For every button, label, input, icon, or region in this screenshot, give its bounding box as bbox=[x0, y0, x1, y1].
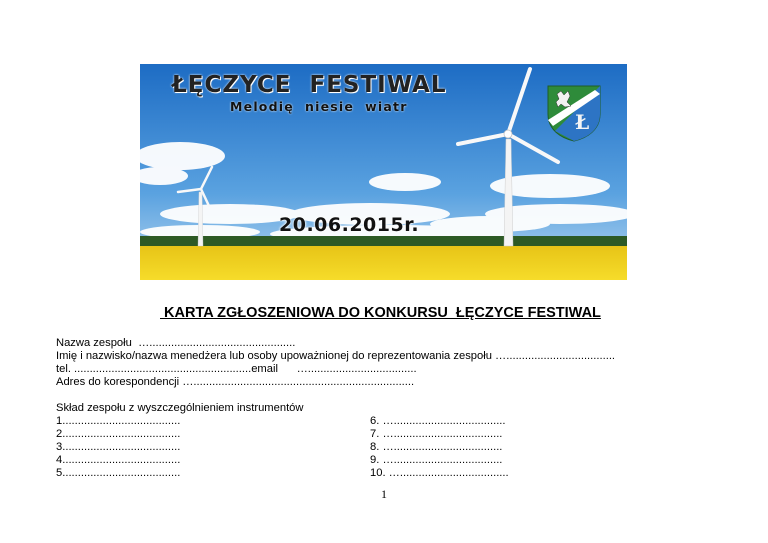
phone-email-field[interactable]: tel. .........................................................email …................................... bbox=[56, 363, 417, 375]
member-field[interactable]: 9. …................................... bbox=[370, 454, 503, 466]
tree-line bbox=[140, 236, 627, 246]
banner-date: 20.06.2015r. bbox=[279, 214, 420, 236]
banner-subtitle: Melodię niesie wiatr bbox=[230, 99, 408, 114]
member-field[interactable]: 4...................................... bbox=[56, 454, 181, 466]
manager-name-field[interactable]: Imię i nazwisko/nazwa menedżera lub osoby upoważnionej do reprezentowania zespołu …................................... bbox=[56, 350, 616, 362]
address-field[interactable]: Adres do korespondencji …....................................................................... bbox=[56, 376, 415, 388]
member-field[interactable]: 1...................................... bbox=[56, 415, 181, 427]
banner-title: ŁĘCZYCE FESTIWAL bbox=[172, 72, 447, 98]
svg-text:Ł: Ł bbox=[575, 110, 590, 134]
rapeseed-field bbox=[140, 246, 627, 280]
member-field[interactable]: 10. …................................... bbox=[370, 467, 509, 479]
page-number: 1 bbox=[381, 487, 387, 501]
member-field[interactable]: 7. …................................... bbox=[370, 428, 503, 440]
member-field[interactable]: 2...................................... bbox=[56, 428, 181, 440]
coat-of-arms-icon bbox=[545, 84, 603, 142]
band-name-field[interactable]: Nazwa zespołu …............................................... bbox=[56, 337, 296, 349]
member-field[interactable]: 3...................................... bbox=[56, 441, 181, 453]
member-field[interactable]: 8. …................................... bbox=[370, 441, 503, 453]
member-field[interactable]: 5...................................... bbox=[56, 467, 181, 479]
member-field[interactable]: 6. ….................................... bbox=[370, 415, 506, 427]
members-label: Skład zespołu z wyszczególnieniem instrumentów bbox=[56, 402, 304, 414]
form-heading: KARTA ZGŁOSZENIOWA DO KONKURSU ŁĘCZYCE FESTIWAL bbox=[160, 305, 601, 321]
